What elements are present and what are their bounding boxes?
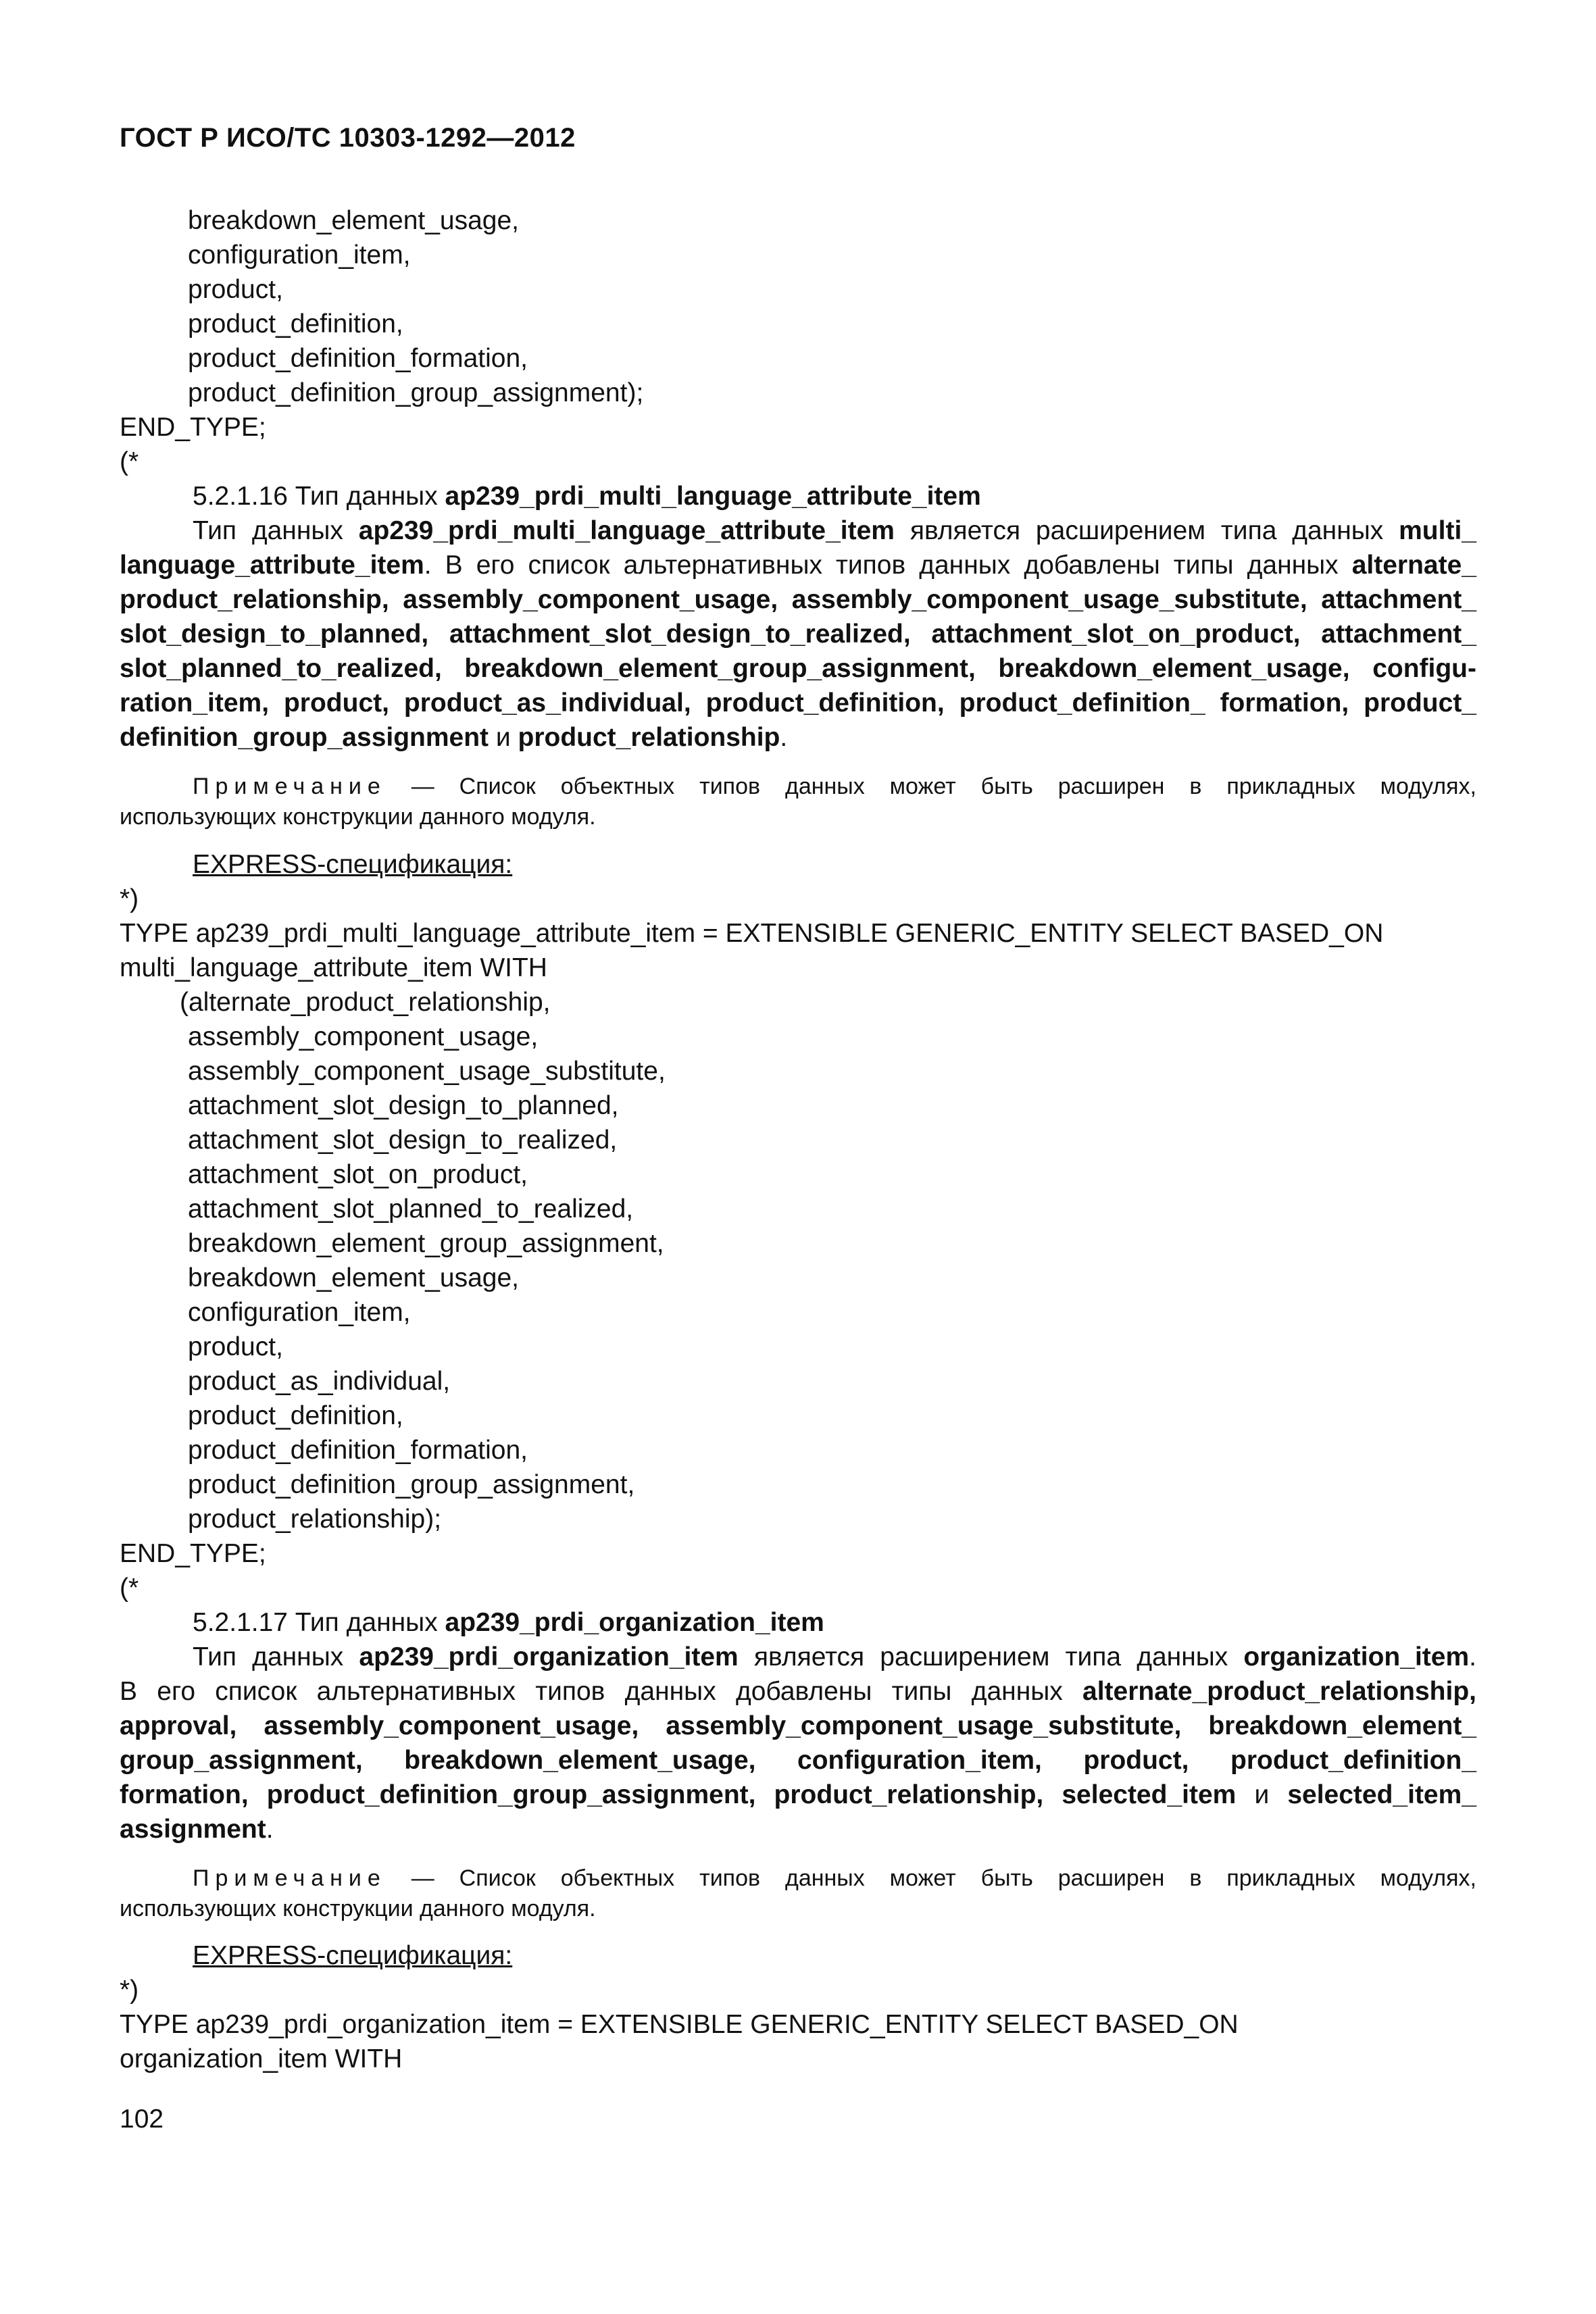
document-header: ГОСТ Р ИСО/ТС 10303-1292—2012 (120, 123, 576, 153)
code-line: product_definition, (188, 1401, 403, 1430)
paragraph-line: language_attribute_item. В его список альтернативных типов данных добавлены типы данных alternate_ (120, 551, 1476, 580)
paragraph-line: formation, product_definition_group_assignment, product_relationship, selected_item и selected_item_ (120, 1780, 1476, 1809)
end-type: END_TYPE; (120, 413, 266, 442)
code-line: attachment_slot_design_to_planned, (188, 1091, 619, 1120)
code-line: product_relationship); (188, 1505, 442, 1534)
paragraph-line: slot_planned_to_realized, breakdown_element_group_assignment, breakdown_element_usage, configu- (120, 654, 1476, 683)
comment-open: (* (120, 1574, 139, 1603)
paragraph-line: assignment. (120, 1815, 274, 1844)
express-spec-label: EXPRESS-спецификация: (193, 1941, 513, 1970)
comment-close: *) (120, 884, 139, 913)
type-declaration: multi_language_attribute_item WITH (120, 953, 547, 982)
code-line: assembly_component_usage_substitute, (188, 1057, 666, 1086)
comment-close: *) (120, 1976, 139, 2005)
code-line: breakdown_element_usage, (188, 206, 520, 235)
code-line: attachment_slot_design_to_realized, (188, 1126, 618, 1155)
paragraph-line: slot_design_to_planned, attachment_slot_design_to_realized, attachment_slot_on_product, attachment_ (120, 620, 1476, 649)
code-line: breakdown_element_usage, (188, 1263, 520, 1292)
code-line: (alternate_product_relationship, (180, 988, 551, 1017)
code-line: configuration_item, (188, 1298, 411, 1327)
paragraph-line: Тип данных ap239_prdi_multi_language_attribute_item является расширением типа данных multi_ (193, 516, 1476, 545)
paragraph-line: approval, assembly_component_usage, assembly_component_usage_substitute, breakdown_element_ (120, 1711, 1476, 1740)
note-continuation: использующих конструкции данного модуля. (120, 804, 596, 830)
note-continuation: использующих конструкции данного модуля. (120, 1896, 596, 1921)
paragraph-line: Тип данных ap239_prdi_organization_item является расширением типа данных organization_item. (193, 1642, 1476, 1671)
section-number: 5.2.1.16 Тип данных (193, 482, 445, 511)
type-declaration: organization_item WITH (120, 2044, 403, 2073)
code-line: attachment_slot_planned_to_realized, (188, 1194, 634, 1224)
paragraph-line: В его список альтернативных типов данных добавлены типы данных alternate_product_relationship, (120, 1677, 1476, 1706)
note-label: Примечание (193, 1865, 386, 1891)
code-line: product_definition_formation, (188, 1436, 528, 1465)
end-type: END_TYPE; (120, 1539, 266, 1568)
code-line: product_definition_group_assignment); (188, 378, 644, 407)
section-number: 5.2.1.17 Тип данных (193, 1608, 445, 1637)
section-heading (193, 1606, 824, 1640)
section-type-name: ap239_prdi_organization_item (445, 1608, 824, 1637)
code-line: assembly_component_usage, (188, 1022, 539, 1051)
express-spec-label: EXPRESS-спецификация: (193, 850, 513, 879)
page-number: 102 (120, 2105, 164, 2134)
code-line: product, (188, 1332, 283, 1361)
type-declaration: TYPE ap239_prdi_organization_item = EXTENSIBLE GENERIC_ENTITY SELECT BASED_ON (120, 2010, 1239, 2039)
code-line: product_definition, (188, 309, 403, 338)
paragraph-line: definition_group_assignment и product_relationship. (120, 723, 788, 752)
code-line: product_as_individual, (188, 1367, 451, 1396)
note: Примечание — Список объектных типов данных может быть расширен в прикладных модулях, (193, 774, 1476, 799)
type-declaration: TYPE ap239_prdi_multi_language_attribute_item = EXTENSIBLE GENERIC_ENTITY SELECT BASED_ON (120, 919, 1384, 948)
code-line: attachment_slot_on_product, (188, 1160, 528, 1189)
paragraph-line: group_assignment, breakdown_element_usage, configuration_item, product, product_definition_ (120, 1746, 1476, 1775)
code-line: breakdown_element_group_assignment, (188, 1229, 664, 1258)
paragraph-line: ration_item, product, product_as_individual, product_definition, product_definition_ formation, product_ (120, 688, 1476, 718)
note-label: Примечание (193, 774, 386, 799)
comment-open: (* (120, 447, 139, 476)
code-line: product_definition_formation, (188, 344, 528, 373)
code-line: configuration_item, (188, 241, 411, 270)
section-heading (193, 480, 981, 513)
code-line: product_definition_group_assignment, (188, 1470, 635, 1499)
section-type-name: ap239_prdi_multi_language_attribute_item (445, 482, 981, 511)
paragraph-line: product_relationship, assembly_component_usage, assembly_component_usage_substitute, attachment_ (120, 585, 1476, 614)
note: Примечание — Список объектных типов данных может быть расширен в прикладных модулях, (193, 1865, 1476, 1891)
code-line: product, (188, 275, 283, 304)
